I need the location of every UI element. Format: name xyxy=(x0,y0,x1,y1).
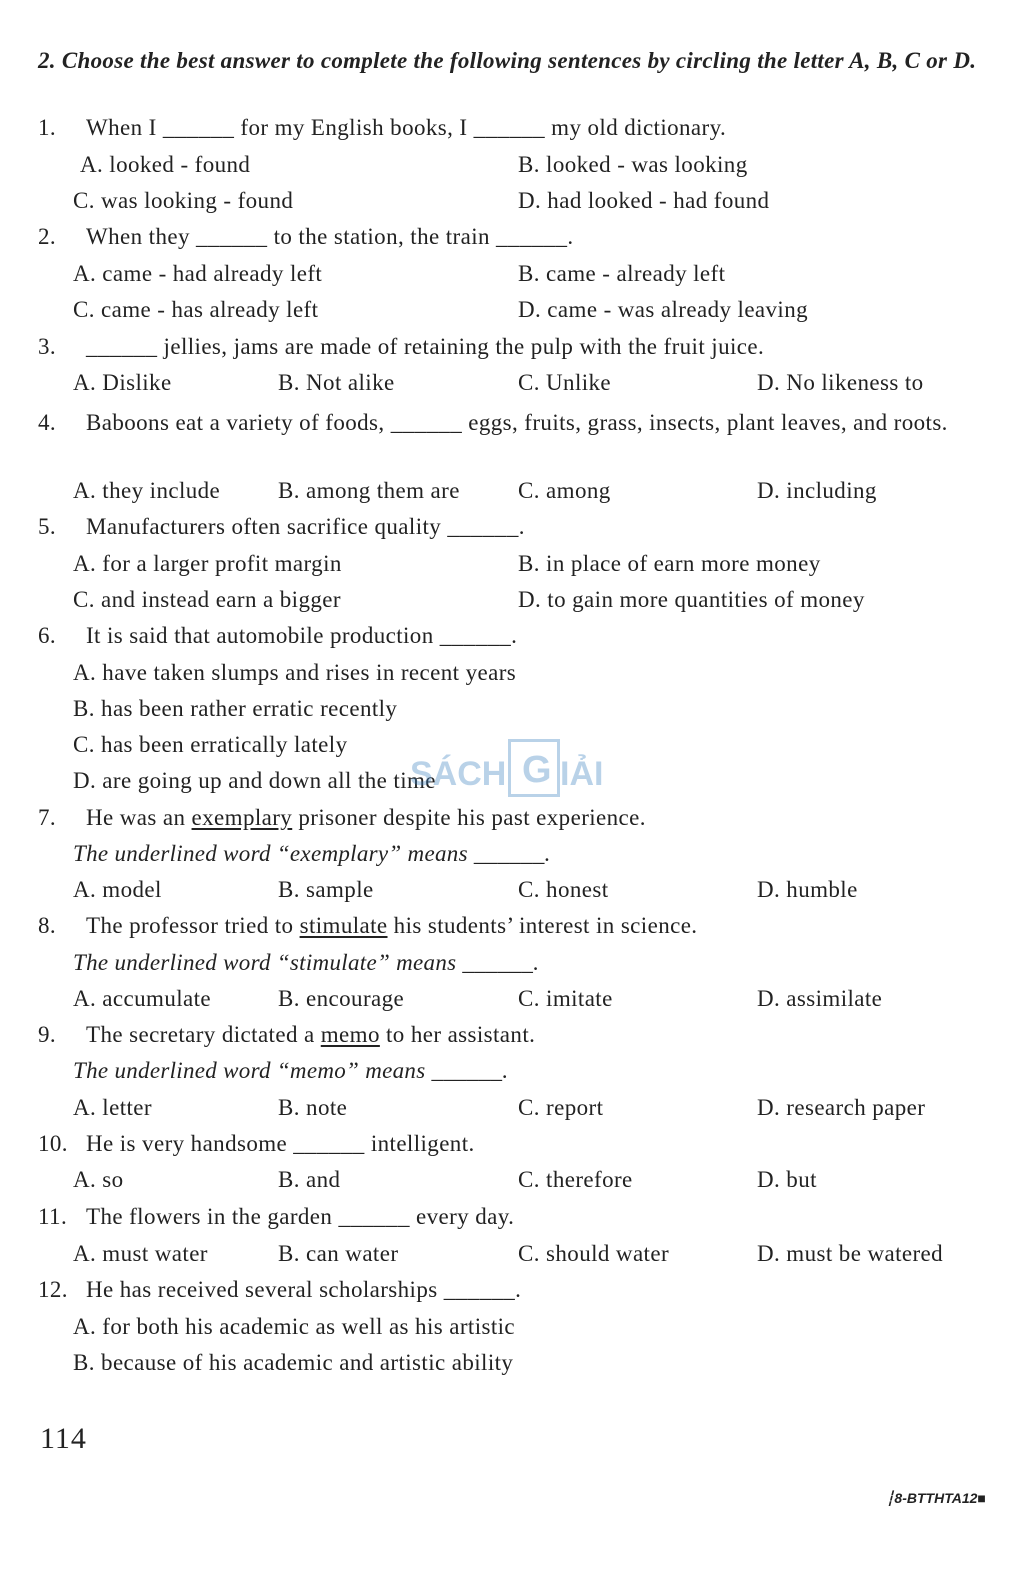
option-a: A. came - had already left xyxy=(73,261,323,286)
option-c: C. and instead earn a bigger xyxy=(73,587,341,612)
option-a: A. for both his academic as well as his artistic xyxy=(73,1314,516,1339)
option-b: B. and xyxy=(278,1167,341,1192)
option-a: A. accumulate xyxy=(73,986,212,1011)
option-a: A. must water xyxy=(73,1241,208,1266)
option-b: B. came - already left xyxy=(518,261,726,286)
underlined-word: memo xyxy=(320,1022,380,1047)
option-a: A. model xyxy=(73,877,162,902)
question-number: 4. xyxy=(38,410,57,435)
question-text: He has received several scholarships ______. xyxy=(86,1277,522,1302)
question-number: 11. xyxy=(38,1204,68,1229)
option-d: D. No likeness to xyxy=(757,370,924,395)
option-b: B. among them are xyxy=(278,478,460,503)
watermark-text-giai: IẢI xyxy=(560,755,604,793)
underlined-word: stimulate xyxy=(299,913,388,938)
option-d: D. must be watered xyxy=(757,1241,944,1266)
question-8 xyxy=(38,913,697,939)
option-c: C. Unlike xyxy=(518,370,612,395)
question-number: 3. xyxy=(38,334,57,359)
instruction: The underlined word “exemplary” means ______. xyxy=(73,841,551,866)
option-d: D. came - was already leaving xyxy=(518,297,809,322)
question-12 xyxy=(38,1277,521,1303)
option-d: D. including xyxy=(757,478,877,503)
option-b: B. can water xyxy=(278,1241,399,1266)
question-6 xyxy=(38,623,517,649)
option-d: D. had looked - had found xyxy=(518,188,770,213)
question-text: When they ______ to the station, the train ______. xyxy=(86,224,574,249)
question-text-start: The secretary dictated a xyxy=(86,1022,321,1047)
option-b: B. has been rather erratic recently xyxy=(73,696,398,721)
question-11 xyxy=(38,1204,514,1230)
option-c: C. therefore xyxy=(518,1167,633,1192)
question-number: 5. xyxy=(38,514,57,539)
option-a: A. for a larger profit margin xyxy=(73,551,342,576)
question-text: When I ______ for my English books, I ______ my old dictionary. xyxy=(86,115,727,140)
question-text-start: He was an xyxy=(86,805,192,830)
option-a: A. so xyxy=(73,1167,124,1192)
option-c: C. came - has already left xyxy=(73,297,319,322)
watermark-letter-g: G xyxy=(522,749,552,791)
question-5 xyxy=(38,514,525,540)
option-b: B. encourage xyxy=(278,986,405,1011)
question-text: It is said that automobile production ______. xyxy=(86,623,518,648)
option-a: A. letter xyxy=(73,1095,152,1120)
question-4 xyxy=(38,406,998,439)
option-b: B. note xyxy=(278,1095,348,1120)
exercise-heading: 2. Choose the best answer to complete the following sentences by circling the letter A, B, C or D. xyxy=(38,48,977,73)
question-text: ______ jellies, jams are made of retaining the pulp with the fruit juice. xyxy=(86,334,765,359)
option-a: A. have taken slumps and rises in recent years xyxy=(73,660,517,685)
question-number: 1. xyxy=(38,115,57,140)
question-text-end: to her assistant. xyxy=(379,1022,536,1047)
question-text-end: his students’ interest in science. xyxy=(387,913,698,938)
page-number: 114 xyxy=(40,1422,87,1455)
option-b: B. looked - was looking xyxy=(518,152,748,177)
question-number: 12. xyxy=(38,1277,68,1302)
option-a: A. Dislike xyxy=(73,370,172,395)
question-text-end: prisoner despite his past experience. xyxy=(292,805,646,830)
option-b: B. Not alike xyxy=(278,370,395,395)
option-d: D. research paper xyxy=(757,1095,926,1120)
book-code: ┆8-BTTHTA12■ xyxy=(886,1490,986,1506)
option-c: C. was looking - found xyxy=(73,188,294,213)
option-d: D. are going up and down all the time xyxy=(73,768,436,793)
question-number: 10. xyxy=(38,1131,68,1156)
question-text-start: The professor tried to xyxy=(86,913,300,938)
option-c: C. should water xyxy=(518,1241,670,1266)
instruction: The underlined word “memo” means ______. xyxy=(73,1058,509,1083)
question-3 xyxy=(38,334,764,360)
question-1 xyxy=(38,115,726,141)
option-c: C. report xyxy=(518,1095,604,1120)
question-2 xyxy=(38,224,574,250)
question-number: 2. xyxy=(38,224,57,249)
instruction: The underlined word “stimulate” means ______. xyxy=(73,950,540,975)
option-d: D. humble xyxy=(757,877,858,902)
option-b: B. in place of earn more money xyxy=(518,551,821,576)
question-number: 7. xyxy=(38,805,57,830)
underlined-word: exemplary xyxy=(191,805,293,830)
question-text: Baboons eat a variety of foods, ______ eggs, fruits, grass, insects, plant leaves, and roots. xyxy=(86,410,948,435)
question-number: 9. xyxy=(38,1022,57,1047)
watermark-text-sach: SÁCH xyxy=(410,755,507,793)
option-a: A. looked - found xyxy=(80,152,251,177)
option-d: D. but xyxy=(757,1167,817,1192)
option-c: C. has been erratically lately xyxy=(73,732,348,757)
question-7 xyxy=(38,805,646,831)
question-text: He is very handsome ______ intelligent. xyxy=(86,1131,475,1156)
option-c: C. among xyxy=(518,478,611,503)
option-c: C. honest xyxy=(518,877,609,902)
option-d: D. to gain more quantities of money xyxy=(518,587,865,612)
option-c: C. imitate xyxy=(518,986,613,1011)
question-text: Manufacturers often sacrifice quality ______. xyxy=(86,514,525,539)
watermark-logo xyxy=(410,737,620,807)
option-d: D. assimilate xyxy=(757,986,883,1011)
option-b: B. because of his academic and artistic ability xyxy=(73,1350,514,1375)
question-9 xyxy=(38,1022,535,1048)
question-text: The flowers in the garden ______ every day. xyxy=(86,1204,515,1229)
question-number: 8. xyxy=(38,913,57,938)
question-10 xyxy=(38,1131,475,1157)
question-number: 6. xyxy=(38,623,57,648)
option-b: B. sample xyxy=(278,877,374,902)
option-a: A. they include xyxy=(73,478,221,503)
